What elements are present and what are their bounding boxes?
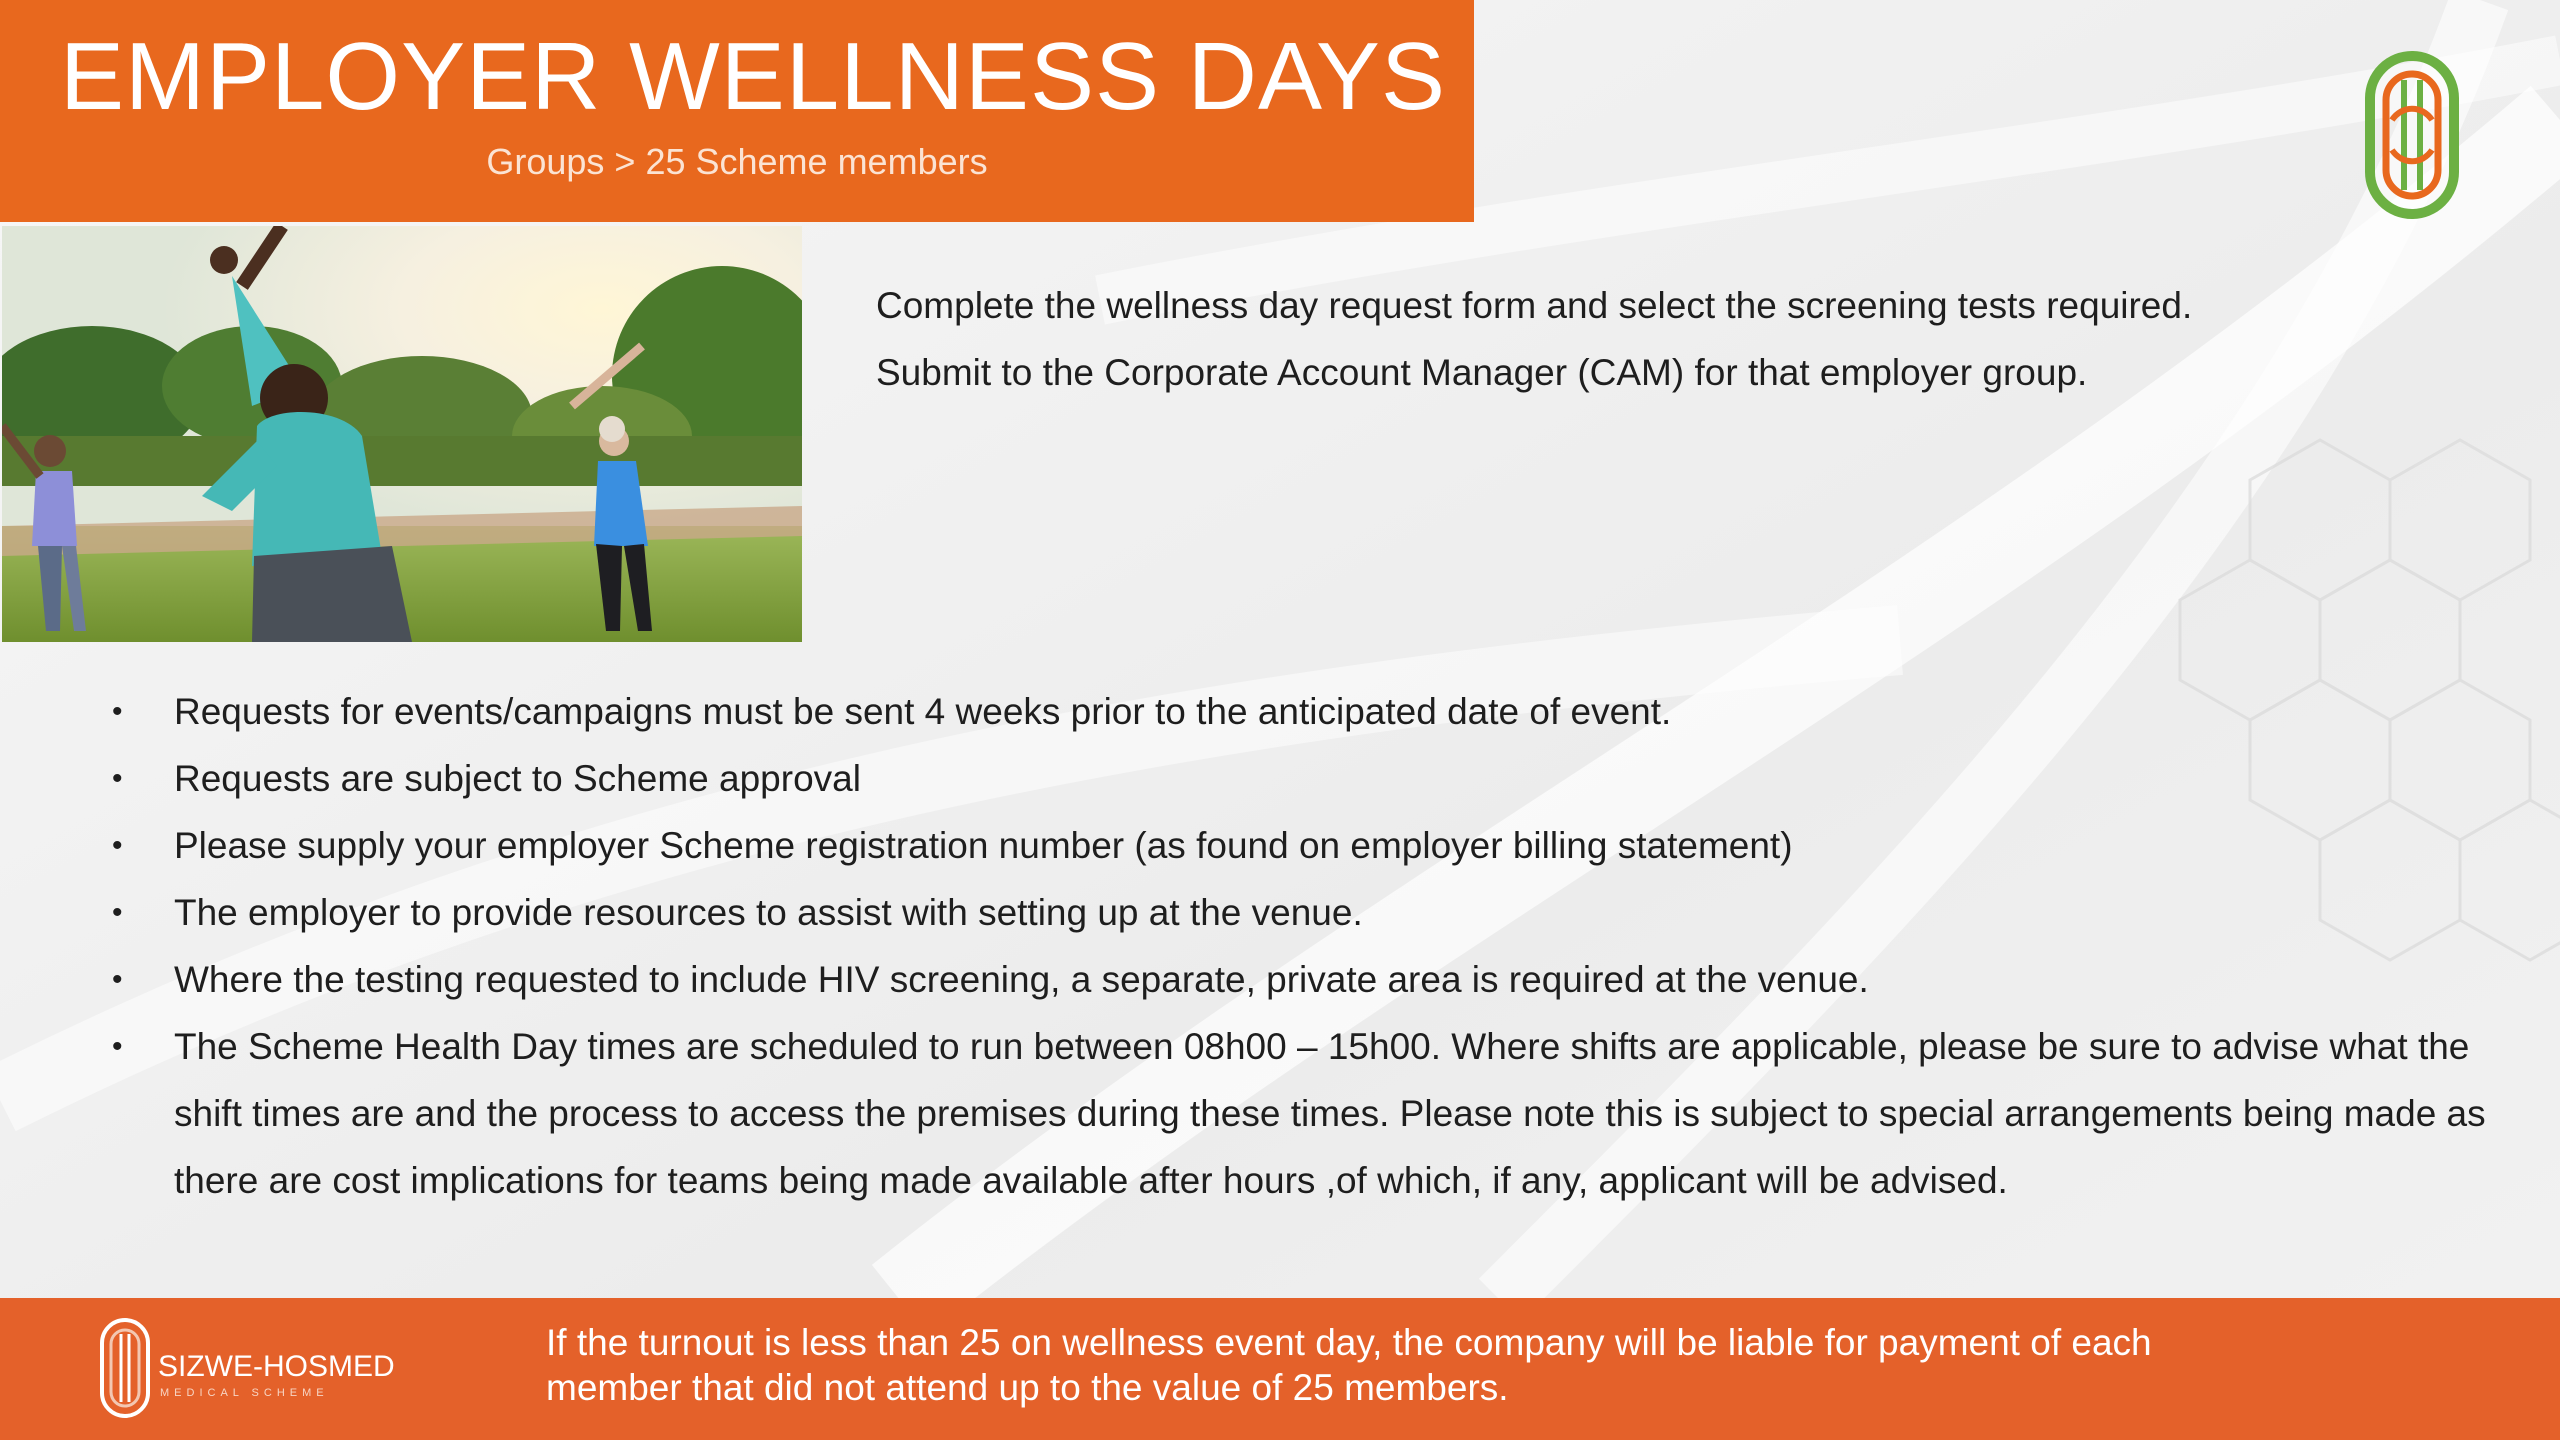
list-item: [110, 879, 2530, 946]
list-item: [110, 745, 2530, 812]
bullet-icon: •: [112, 695, 123, 728]
footer-note: [546, 1320, 2446, 1410]
footer-line: If the turnout is less than 25 on wellness event day, the company will be liable for payment of each: [546, 1322, 2152, 1363]
footer-logo-tagline: MEDICAL SCHEME: [160, 1387, 329, 1399]
intro-line: Submit to the Corporate Account Manager (CAM) for that employer group.: [876, 352, 2088, 393]
list-item-text: Requests for events/campaigns must be sent 4 weeks prior to the anticipated date of event.: [174, 691, 1672, 732]
bullet-icon: •: [112, 829, 123, 862]
requirements-list: [110, 678, 2530, 1214]
list-item: [110, 678, 2530, 745]
bullet-icon: •: [112, 963, 123, 996]
wellness-photo: [2, 226, 802, 642]
list-item: [110, 812, 2530, 879]
sizwe-hosmed-logo-icon: [2362, 50, 2462, 220]
bullet-icon: •: [112, 896, 123, 929]
list-item-text: Please supply your employer Scheme registration number (as found on employer billing statement): [174, 825, 1793, 866]
list-item-text: Requests are subject to Scheme approval: [174, 758, 861, 799]
list-item-text: The Scheme Health Day times are scheduled to run between 08h00 – 15h00. Where shifts are applicable, please be sure to advise what the shift times are and the process to access the premises during these times. Please note this is subject to special arrangements being made as there are cost implications for teams being made available after hours ,of which, if any, applicant will be advised.: [174, 1026, 2486, 1201]
page-subtitle: Groups > 25 Scheme members: [486, 141, 988, 182]
sizwe-hosmed-logo-icon: [96, 1316, 406, 1426]
bullet-icon: •: [112, 762, 123, 795]
list-item: [110, 946, 2530, 1013]
list-item: [110, 1013, 2530, 1214]
list-item-text: The employer to provide resources to assist with setting up at the venue.: [174, 892, 1363, 933]
bullet-icon: •: [112, 1030, 123, 1063]
footer-logo-name: SIZWE-HOSMED: [158, 1350, 395, 1383]
title-banner: [0, 0, 1474, 222]
page-title: EMPLOYER WELLNESS DAYS: [60, 23, 1446, 130]
intro-line: Complete the wellness day request form and select the screening tests required.: [876, 285, 2193, 326]
intro-text: [876, 272, 2476, 406]
footer-line: member that did not attend up to the value of 25 members.: [546, 1367, 1509, 1408]
list-item-text: Where the testing requested to include HIV screening, a separate, private area is required at the venue.: [174, 959, 1869, 1000]
